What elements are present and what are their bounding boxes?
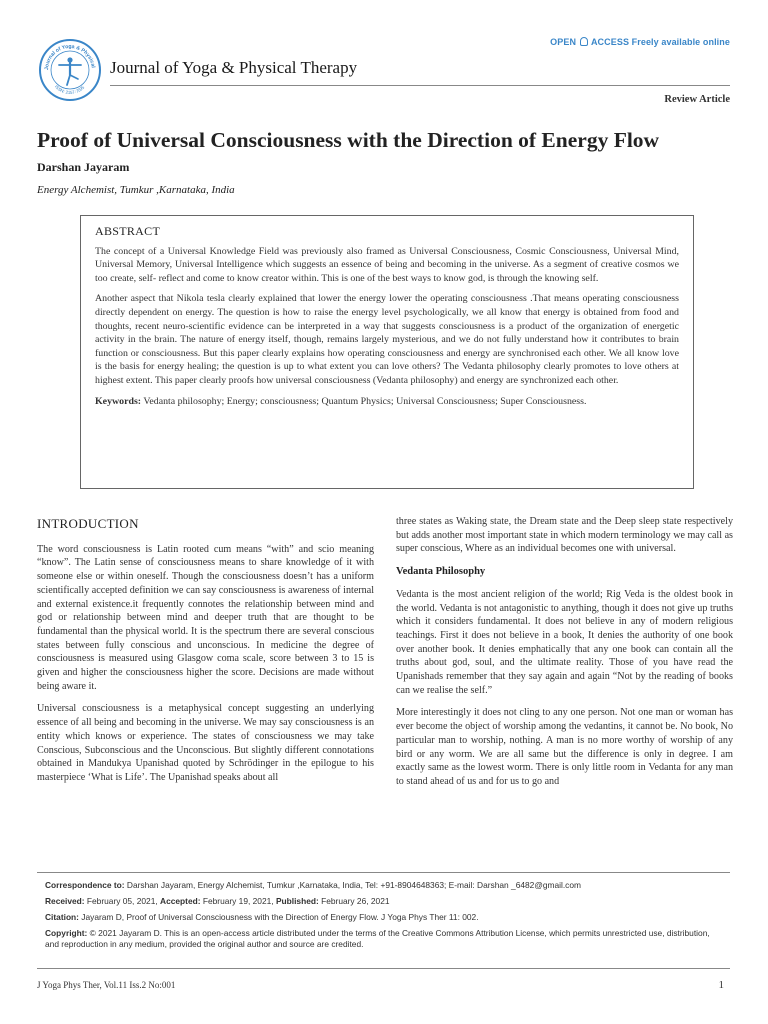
copyright-text: © 2021 Jayaram D. This is an open-access article distributed under the terms of the Creative Commons Attribution License, which permits unrestricted use, distribution, and reproduction in any medium, provided the original author and source are credited.: [45, 928, 710, 949]
logo-issn-text: ISSN: 2157-7595: [53, 84, 86, 96]
abstract-paragraph-2: Another aspect that Nikola tesla clearly explained that lower the energy lower the operating consciousness .That means operating consciousness directly dependent on energy. The question is how to raise the energy level psychologically, we all know that energy is obtained from food and thoughts, recent neuro-scientific evidence can be interpreted in a way that suggests consciousness is a product of the organization of energetic activity in the brain. The nature of energy itself, though, remains largely mysterious, and we do not fully understand how it contributes to brain function or consciousness. But this paper clearly explains how operating consciousness and energy are synchronised each other. We all know love is the basis for energy healing; the question is up to what extent you can love others? The Vedanta philosophy clearly promotes to love others at highest extent. This paper clearly proofs how universal consciousness (Vedanta philosophy) and energy are synchronized each other.: [95, 293, 679, 386]
journal-reference: J Yoga Phys Ther, Vol.11 Iss.2 No:001: [37, 980, 176, 990]
journal-logo: [38, 38, 102, 102]
introduction-continuation: three states as Waking state, the Dream state and the Deep sleep state respectively but adds another most important state in which modern terminology we may call as super conscious, Where as an individual becomes one with universal.: [396, 516, 733, 555]
header-divider: [110, 85, 730, 86]
open-lock-icon: [580, 37, 588, 46]
abstract-paragraph-1: The concept of a Universal Knowledge Field was previously also framed as Universal Consciousness, Cosmic Consciousness, Universal Mind, Universal Memory, Universal Intelligence which suggests an essence of being and becoming in the universe. As a segment of creative cosmos we too create, self- reflect and come to know creator within. This is one of the best ways to know god, is through the knowing self.: [95, 245, 679, 284]
article-title: Proof of Universal Consciousness with the Direction of Energy Flow: [37, 128, 660, 152]
vedanta-heading: Vedanta Philosophy: [396, 566, 486, 578]
introduction-paragraph-1: The word consciousness is Latin rooted cum means “with” and scio meaning “know”. The Latin sense of consciousness means to share knowledge of it with someone else or within oneself. Though the consciousness doesn’t has a uniform scientifically accepted definition we can say consciousness is awareness of internal and external existence.it frequently connotes the relationship between mind and god or relationship between mind and deeper truth that are thought to be fundamental than the physical world. It is the spectrum there are several conscious states between fully conscious and unconscious. In medicine the degree of consciousness is measured using Glasgow coma scale, score between 3 to 15 is given and higher the consciousness higher the score. Decisions are made without being aware it.: [37, 543, 374, 692]
keywords-label: Keywords:: [95, 395, 142, 407]
article-footnotes: [37, 872, 730, 955]
open-access-suffix: ACCESS Freely available online: [590, 37, 730, 47]
abstract-heading: ABSTRACT: [95, 224, 161, 238]
citation-note: [45, 912, 722, 923]
left-column: [37, 515, 374, 794]
keywords: [95, 395, 679, 409]
correspondence-note: [45, 880, 722, 891]
copyright-note: [45, 928, 722, 950]
open-access-badge: [550, 37, 730, 47]
svg-text:ISSN: 2157-7595: [54, 84, 86, 95]
keywords-list: Vedanta philosophy; Energy; consciousness; Quantum Physics; Universal Consciousness; Super Consciousness.: [143, 395, 587, 407]
footer-divider: [37, 968, 730, 969]
received-date: February 05, 2021,: [86, 896, 158, 906]
author-affiliation: Energy Alchemist, Tumkur ,Karnataka, India: [37, 184, 235, 196]
vedanta-paragraph-2: More interestingly it does not cling to any one person. Not one man or woman has ever become the object of worship among the vedantins, it cannot be. No book, No particular man to worship, nothing. A man is no more worthy of worship of any bird or any worm. We are all same but the difference is only in degree. I am exactly same as the lowest worm. There is only little room in Vedanta for any man to stand ahead of us and for us to go and: [396, 707, 733, 787]
correspondence-label: Correspondence to:: [45, 880, 125, 890]
citation-label: Citation:: [45, 912, 79, 922]
article-type: Review Article: [664, 94, 730, 105]
journal-name: Journal of Yoga & Physical Therapy: [110, 58, 358, 77]
author-name: Darshan Jayaram: [37, 160, 130, 174]
accepted-date: February 19, 2021,: [202, 896, 274, 906]
introduction-heading: INTRODUCTION: [37, 516, 139, 531]
vedanta-paragraph-1: Vedanta is the most ancient religion of the world; Rig Veda is the oldest book in the world. Vedanta is not antagonistic to anything, though it does not give up truths which it considers fundamental. It does not believe in any of modern religious teachings. First it does not believe in a book, It denies the authority of one book over another book. It denies emphatically that any one book can contain all the truths about god, soul, and the ultimate reality. Those of you have read the Upanishads remember that they say again and again “Not by the reading of books can we realise the self.”: [396, 588, 733, 696]
published-label: Published:: [275, 896, 319, 906]
copyright-label: Copyright:: [45, 928, 88, 938]
received-label: Received:: [45, 896, 85, 906]
published-date: February 26, 2021: [321, 896, 390, 906]
accepted-label: Accepted:: [160, 896, 201, 906]
logo-ring-text: Journal of Yoga & Physical: [43, 43, 96, 71]
yoga-figure-icon: [59, 57, 81, 85]
dates-note: [45, 896, 722, 907]
open-access-prefix: OPEN: [550, 37, 577, 47]
introduction-paragraph-2: Universal consciousness is a metaphysical concept suggesting an underlying essence of all being and becoming in the universe. We may say consciousness is an entity which knows or experience. The states of consciousness we may take Conscious, Subconscious and the Unconscious. But slightly different connotations obtained in Mandukya Upanishad quoted by Schrödinger in the epilogue to his masterpiece ‘What is Life’. The Upanishad speaks about all: [37, 703, 374, 783]
right-column: [396, 515, 733, 798]
abstract-box: [80, 215, 694, 489]
correspondence-text: Darshan Jayaram, Energy Alchemist, Tumkur ,Karnataka, India, Tel: +91-8904648363; E-mail: Darshan _6482@gmail.com: [126, 880, 581, 890]
citation-text: Jayaram D, Proof of Universal Consciousness with the Direction of Energy Flow. J Yoga Phys Ther 11: 002.: [81, 912, 479, 922]
page-number: 1: [718, 979, 724, 991]
